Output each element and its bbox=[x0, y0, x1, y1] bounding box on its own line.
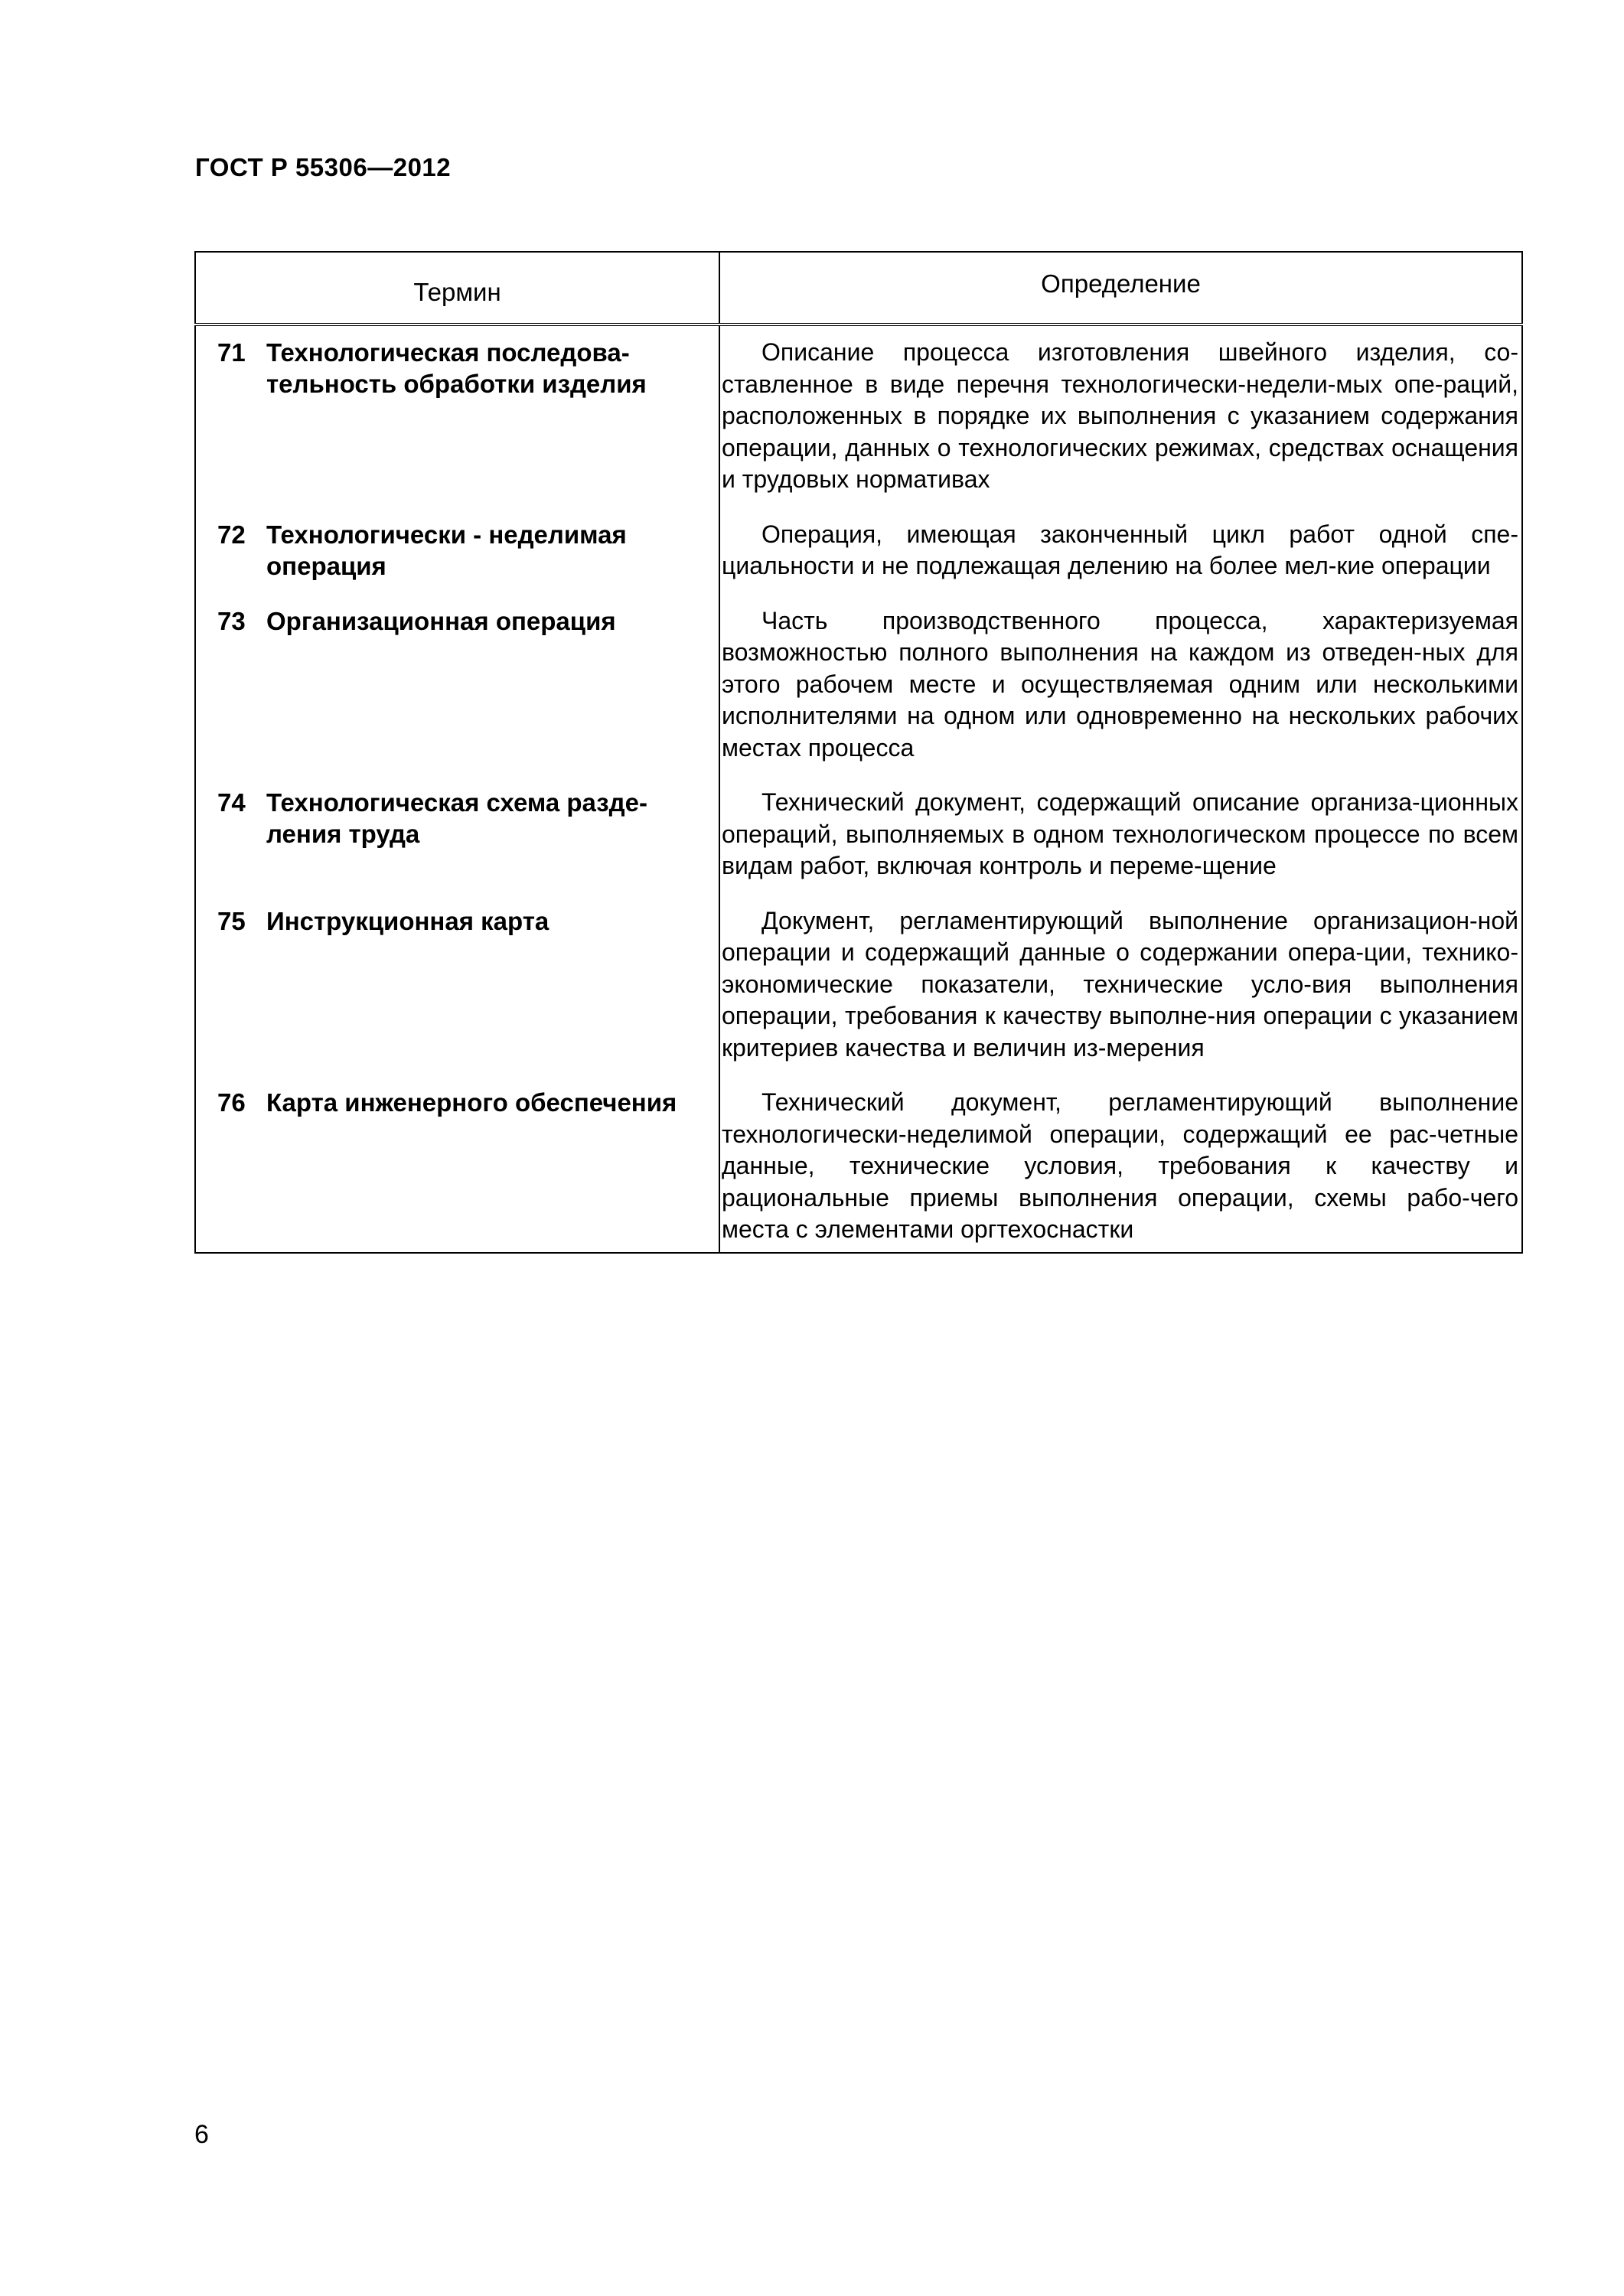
term-cell bbox=[195, 776, 719, 895]
term-name: Технологическая схема разде-ления труда bbox=[266, 788, 647, 848]
term-number: 71 bbox=[217, 338, 246, 367]
column-header-term: Термин bbox=[195, 252, 719, 325]
term-number: 73 bbox=[217, 606, 246, 635]
term-cell bbox=[195, 325, 719, 508]
table-row bbox=[195, 595, 1522, 777]
definition-cell bbox=[719, 895, 1522, 1077]
term-cell bbox=[195, 895, 719, 1077]
term-definition: Часть производственного процесса, характеризуемая возможностью полного выполнения на каждом из отведен-ных для этого рабочем месте и осуществляемая одним или несколькими исполнителями на одном или одновременно на нескольких рабочих местах процесса bbox=[722, 606, 1518, 762]
table-row bbox=[195, 508, 1522, 595]
term-definition: Документ, регламентирующий выполнение организацион-ной операции и содержащий данные о содержании опера-ции, технико-экономические показатели, технические усло-вия выполнения операции, требования к качеству выполне-ния операции с указанием критериев качества и величин из-мерения bbox=[722, 906, 1518, 1062]
term-name: Организационная операция bbox=[266, 606, 616, 635]
term-cell bbox=[195, 1076, 719, 1253]
table-row bbox=[195, 895, 1522, 1077]
table-row bbox=[195, 325, 1522, 508]
term-definition: Технический документ, регламентирующий выполнение технологически-неделимой операции, содержащий ее рас-четные данные, технические условия, требования к качеству и рациональные приемы выполнения операции, схемы рабо-чего места с элементами оргтехоснастки bbox=[722, 1088, 1518, 1243]
term-cell bbox=[195, 595, 719, 777]
term-number: 75 bbox=[217, 906, 246, 935]
definition-cell bbox=[719, 776, 1522, 895]
term-name: Технологически - неделимая операция bbox=[266, 520, 627, 580]
definition-cell bbox=[719, 1076, 1522, 1253]
page-number: 6 bbox=[194, 2120, 209, 2149]
column-header-definition: Определение bbox=[719, 252, 1522, 325]
terms-table bbox=[194, 251, 1523, 1254]
term-number: 74 bbox=[217, 788, 246, 817]
term-definition: Описание процесса изготовления швейного изделия, со-ставленное в виде перечня технологически-недели-мых опе-раций, расположенных в порядке их выполнения с указанием содержания операции, данных о технологических режимах, средствах оснащения и трудовых нормативах bbox=[722, 338, 1518, 493]
definition-cell bbox=[719, 508, 1522, 595]
term-cell bbox=[195, 508, 719, 595]
term-definition: Операция, имеющая законченный цикл работ одной спе-циальности и не подлежащая делению на более мел-кие операции bbox=[722, 520, 1518, 579]
table-row bbox=[195, 776, 1522, 895]
definition-cell bbox=[719, 325, 1522, 508]
term-number: 76 bbox=[217, 1088, 246, 1117]
table-header-row bbox=[195, 252, 1522, 325]
term-definition: Технический документ, содержащий описание организа-ционных операций, выполняемых в одном технологическом процессе по всем видам работ, включая контроль и переме-щение bbox=[722, 788, 1518, 879]
document-code-header: ГОСТ Р 55306—2012 bbox=[195, 153, 452, 181]
term-name: Инструкционная карта bbox=[266, 906, 549, 935]
table-row bbox=[195, 1076, 1522, 1253]
term-name: Карта инженерного обеспечения bbox=[266, 1088, 677, 1117]
term-name: Технологическая последова-тельность обработки изделия bbox=[266, 338, 647, 398]
definition-cell bbox=[719, 595, 1522, 777]
term-number: 72 bbox=[217, 520, 246, 549]
